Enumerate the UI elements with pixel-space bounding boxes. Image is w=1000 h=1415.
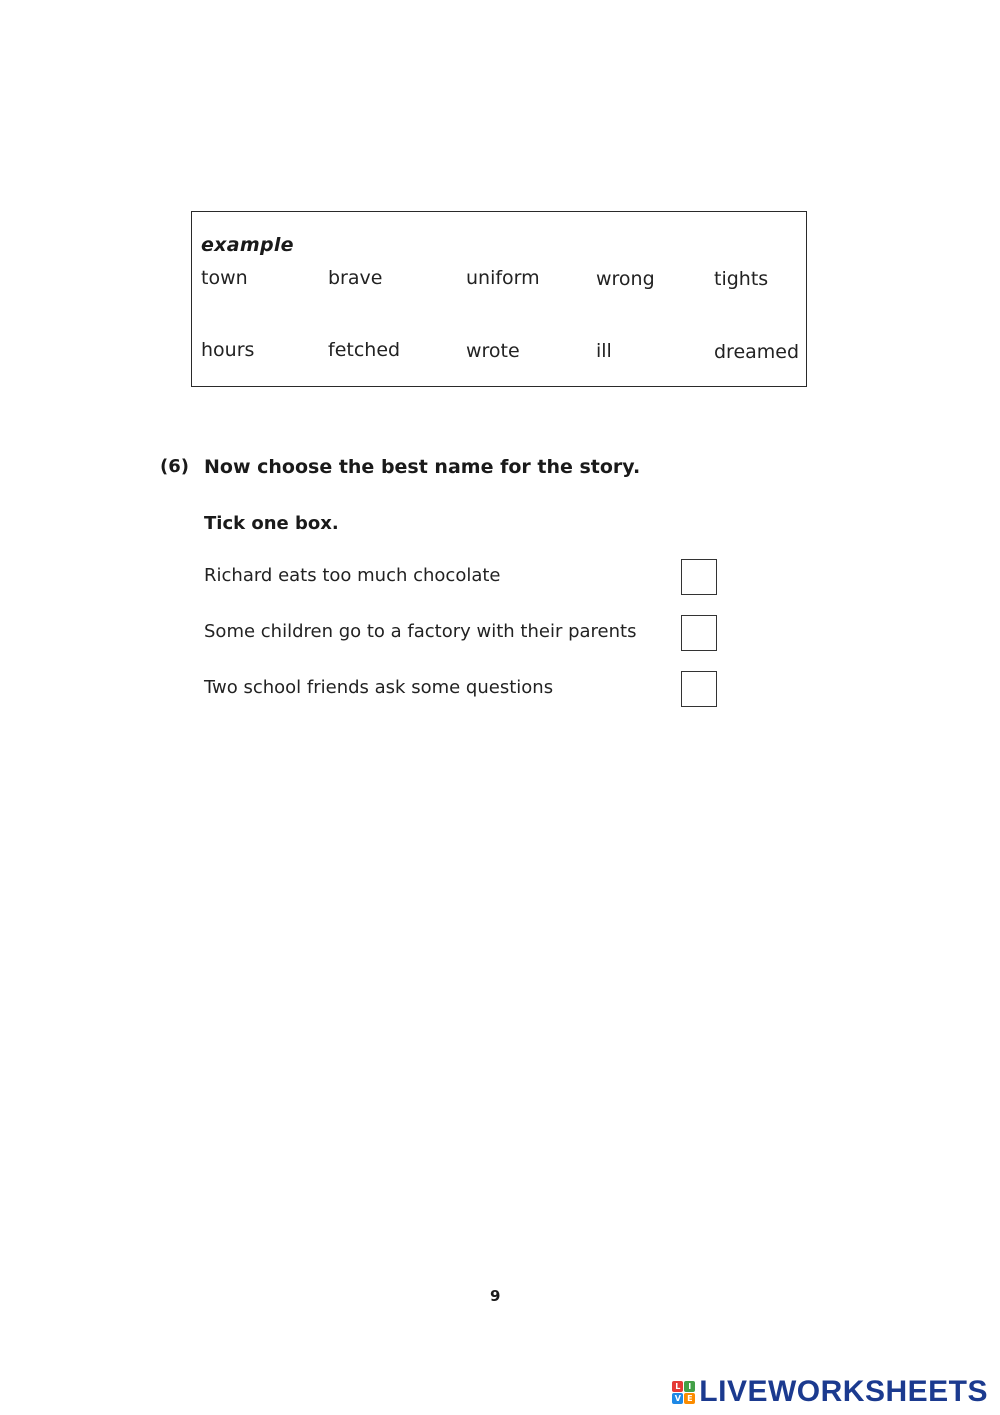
liveworksheets-brand bbox=[672, 1375, 988, 1409]
option-label-1: Richard eats too much chocolate bbox=[204, 565, 501, 586]
logo-letter-i: I bbox=[684, 1381, 695, 1392]
word-town: town bbox=[201, 267, 248, 289]
logo-letter-l: L bbox=[672, 1381, 683, 1392]
tick-box-option-1[interactable] bbox=[681, 559, 717, 595]
example-label: example bbox=[201, 234, 294, 256]
word-fetched: fetched bbox=[328, 339, 401, 361]
tick-box-option-2[interactable] bbox=[681, 615, 717, 651]
question-number: (6) bbox=[160, 456, 189, 477]
word-hours: hours bbox=[201, 339, 255, 361]
brand-text: LIVEWORKSHEETS bbox=[699, 1375, 988, 1408]
word-wrote: wrote bbox=[466, 340, 520, 362]
word-tights: tights bbox=[714, 268, 769, 290]
question-text: Now choose the best name for the story. bbox=[204, 456, 641, 478]
liveworksheets-logo-icon bbox=[672, 1381, 695, 1404]
word-brave: brave bbox=[328, 267, 383, 289]
option-label-2: Some children go to a factory with their parents bbox=[204, 621, 637, 642]
logo-letter-e: E bbox=[684, 1393, 695, 1404]
word-uniform: uniform bbox=[466, 267, 540, 289]
question-instruction: Tick one box. bbox=[204, 513, 339, 534]
logo-letter-v: V bbox=[672, 1393, 683, 1404]
tick-box-option-3[interactable] bbox=[681, 671, 717, 707]
option-label-3: Two school friends ask some questions bbox=[204, 677, 554, 698]
word-dreamed: dreamed bbox=[714, 341, 800, 363]
word-ill: ill bbox=[596, 340, 612, 362]
word-bank-box bbox=[191, 211, 807, 387]
page-number: 9 bbox=[490, 1287, 501, 1305]
word-wrong: wrong bbox=[596, 268, 655, 290]
